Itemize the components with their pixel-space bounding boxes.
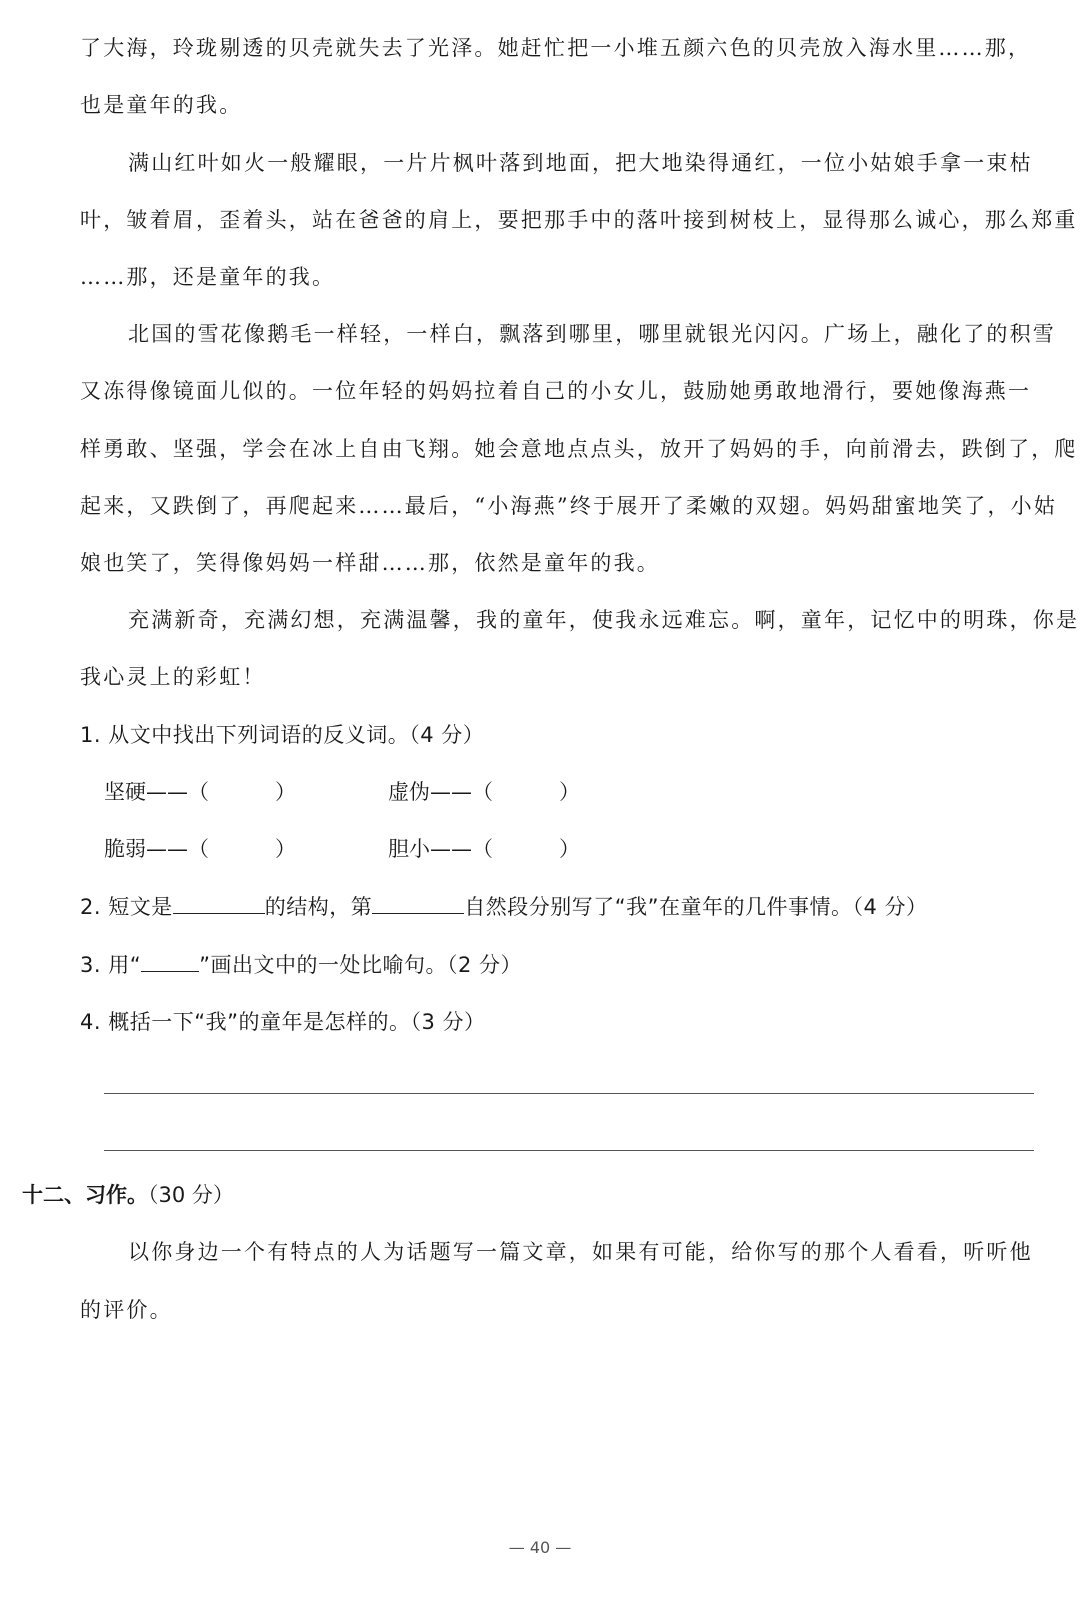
section-12-heading: 十二、习作。（30 分） xyxy=(22,1183,234,1207)
question-1-prompt: 1. 从文中找出下列词语的反义词。（4 分） xyxy=(80,723,485,747)
passage-line: ……那，还是童年的我。 xyxy=(80,265,336,289)
underline-sample xyxy=(141,951,199,972)
passage-line: 又冻得像镜面儿似的。一位年轻的妈妈拉着自己的小女儿，鼓励她勇敢地滑行，要她像海燕一 xyxy=(80,379,1032,403)
passage-line: 充满新奇，充满幻想，充满温馨，我的童年，使我永远难忘。啊，童年，记忆中的明珠，你是 xyxy=(128,608,1080,632)
antonym-word: 坚硬——（ xyxy=(104,780,209,804)
question-2: 2. 短文是 的结构，第 自然段分别写了“我”在童年的几件事情。（4 分） xyxy=(80,895,928,919)
antonym-word: 虚伪——（ xyxy=(388,780,493,804)
passage-line: 满山红叶如火一般耀眼，一片片枫叶落到地面，把大地染得通红，一位小姑娘手拿一束枯 xyxy=(128,151,1033,175)
passage-line: 样勇敢、坚强，学会在冰上自由飞翔。她会意地点点头，放开了妈妈的手，向前滑去，跌倒了，爬 xyxy=(80,437,1078,461)
page-number: — 40 — xyxy=(508,1538,572,1557)
passage-line: 叶，皱着眉，歪着头，站在爸爸的肩上，要把那手中的落叶接到树枝上，显得那么诚心，那么郑重 xyxy=(80,208,1078,232)
question-3: 3. 用“ ”画出文中的一处比喻句。（2 分） xyxy=(80,953,523,977)
passage-line: 我心灵上的彩虹！ xyxy=(80,665,266,689)
section-12-line: 的评价。 xyxy=(80,1298,173,1322)
question-4-prompt: 4. 概括一下“我”的童年是怎样的。（3 分） xyxy=(80,1010,486,1034)
passage-line: 也是童年的我。 xyxy=(80,93,243,117)
passage-line: 了大海，玲珑剔透的贝壳就失去了光泽。她赶忙把一小堆五颜六色的贝壳放入海水里……那， xyxy=(80,36,1032,60)
answer-blank[interactable] xyxy=(173,893,265,914)
passage-line: 起来，又跌倒了，再爬起来……最后，“小海燕”终于展开了柔嫩的双翅。妈妈甜蜜地笑了，小姑 xyxy=(80,494,1058,518)
antonym-item: 胆小——（ ） xyxy=(388,837,580,861)
answer-line[interactable] xyxy=(104,1093,1034,1094)
antonym-item: 虚伪——（ ） xyxy=(388,780,580,804)
antonym-word: 脆弱——（ xyxy=(104,837,209,861)
passage-line: 北国的雪花像鹅毛一样轻，一样白，飘落到哪里，哪里就银光闪闪。广场上，融化了的积雪 xyxy=(128,322,1056,346)
section-12-line: 以你身边一个有特点的人为话题写一篇文章，如果有可能，给你写的那个人看看，听听他 xyxy=(128,1240,1033,1264)
answer-blank[interactable] xyxy=(372,893,464,914)
answer-line[interactable] xyxy=(104,1150,1034,1151)
passage-line: 娘也笑了，笑得像妈妈一样甜……那，依然是童年的我。 xyxy=(80,551,660,575)
antonym-word: 胆小——（ xyxy=(388,837,493,861)
antonym-item: 坚硬——（ ） xyxy=(104,780,296,804)
antonym-item: 脆弱——（ ） xyxy=(104,837,296,861)
